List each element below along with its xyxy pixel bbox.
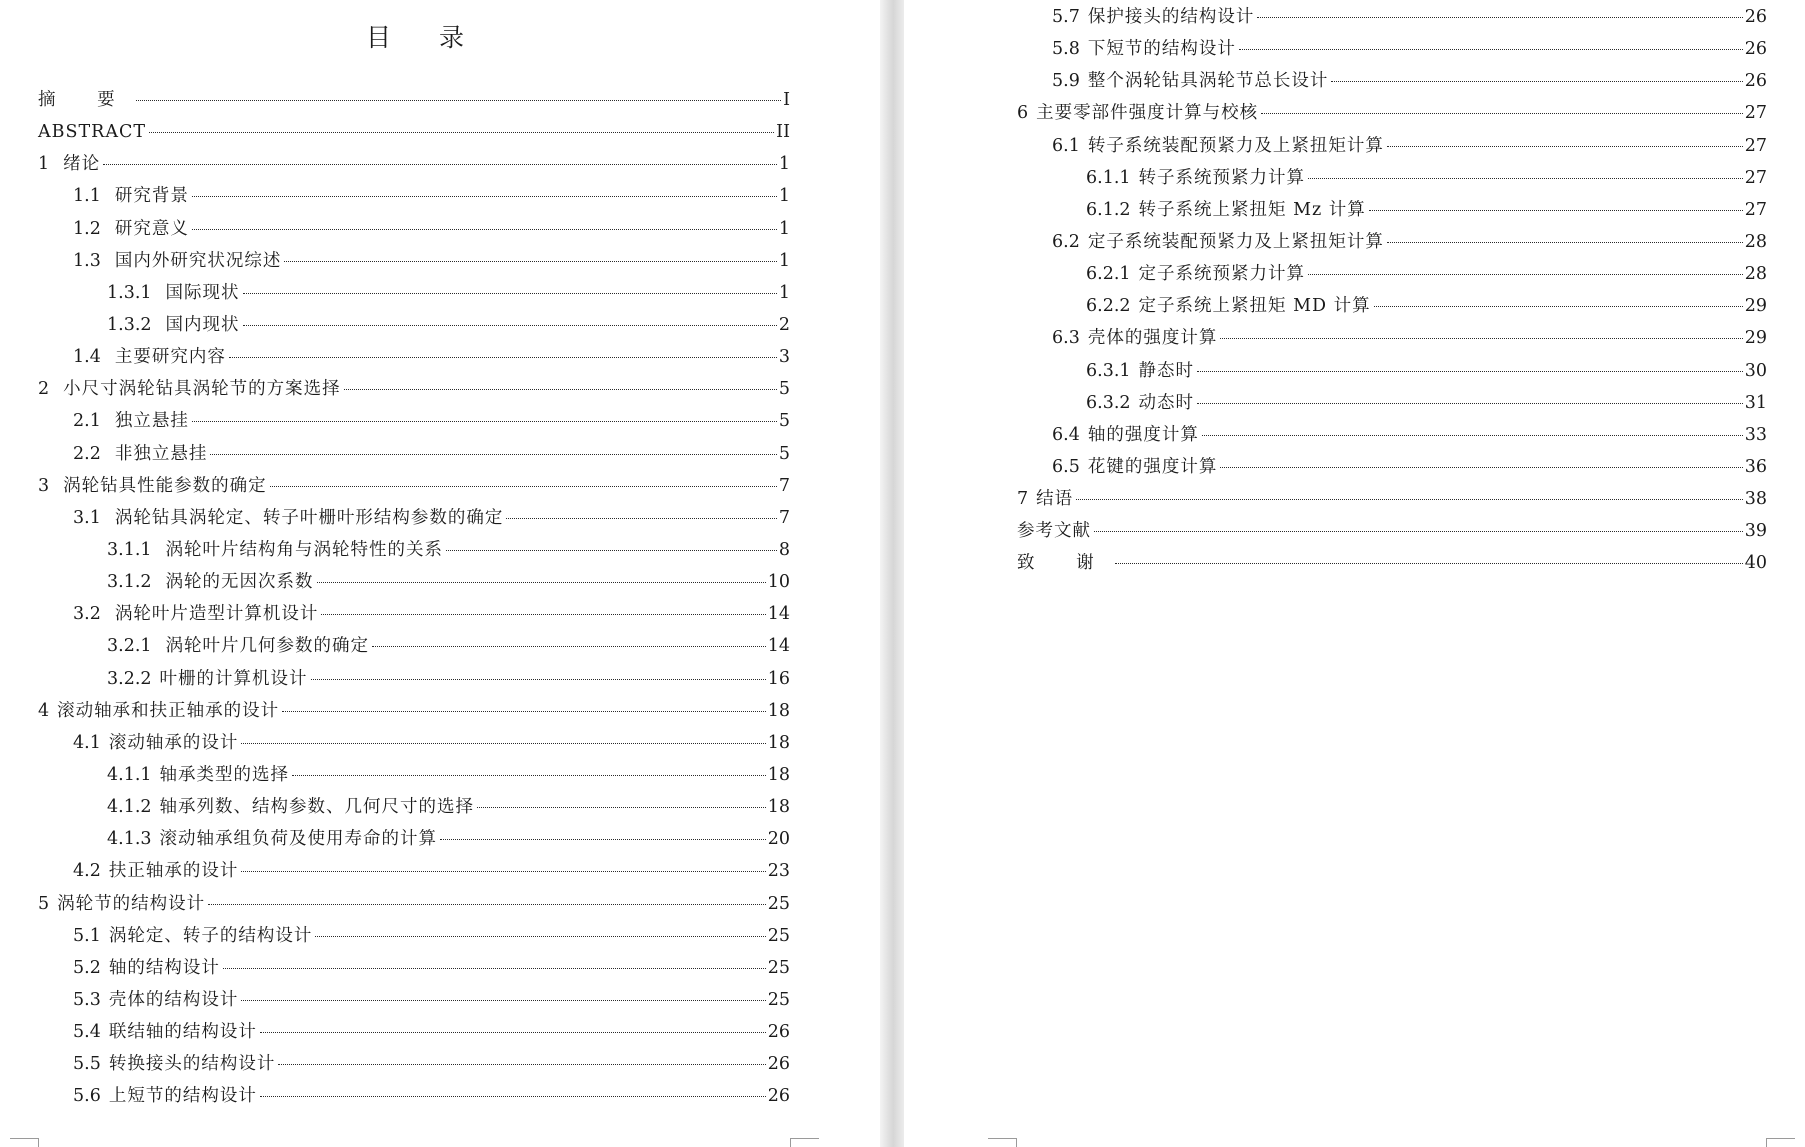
toc-entry-title: 涡轮叶片几何参数的确定: [165, 636, 370, 657]
toc-entry[interactable]: [38, 920, 790, 952]
toc-dot-leader: [1369, 210, 1743, 211]
toc-entry[interactable]: [1017, 515, 1767, 547]
toc-entry-number: 5.8: [1052, 39, 1080, 60]
toc-entry-title: 动态时: [1138, 392, 1195, 413]
toc-entry[interactable]: [38, 309, 790, 341]
toc-dot-leader: [506, 518, 777, 519]
toc-dot-leader: [278, 1064, 765, 1065]
toc-entry-number: 1.2: [73, 218, 101, 239]
toc-entry[interactable]: [1017, 33, 1767, 65]
toc-page-number: 18: [767, 700, 790, 721]
toc-dot-leader: [208, 904, 766, 905]
toc-page-number: 3: [778, 347, 790, 368]
toc-entry-title: 壳体的强度计算: [1087, 328, 1218, 349]
toc-dot-leader: [260, 1032, 766, 1033]
toc-page-number: II: [776, 122, 790, 143]
toc-entry[interactable]: [38, 791, 790, 823]
toc-entry-title: 滚动轴承的设计: [108, 732, 239, 753]
toc-page-number: 1: [778, 218, 790, 239]
toc-page-number: 14: [767, 604, 790, 625]
toc-entry[interactable]: [38, 405, 790, 437]
toc-entry-title: 涡轮钻具涡轮定、转子叶栅叶形结构参数的确定: [114, 507, 504, 528]
toc-dot-leader: [1115, 563, 1743, 564]
toc-entry[interactable]: [38, 566, 790, 598]
toc-entry[interactable]: [38, 277, 790, 309]
toc-entry-number: 6.5: [1052, 456, 1080, 477]
toc-entry-number: 3.2.2: [107, 668, 152, 689]
toc-entry-number: 3.1.2: [107, 572, 152, 593]
toc-entry[interactable]: [1017, 290, 1767, 322]
toc-entry-number: 6.1.2: [1086, 199, 1131, 220]
toc-page-number: 29: [1744, 328, 1767, 349]
toc-page-number: 30: [1744, 360, 1767, 381]
toc-page-number: 25: [767, 957, 790, 978]
toc-entry-number: 2: [38, 379, 50, 400]
toc-entry-number: 6: [1017, 103, 1029, 124]
toc-entry-title: 定子系统预紧力计算: [1138, 264, 1306, 285]
toc-dot-leader: [1094, 531, 1743, 532]
toc-entry-title: 研究意义: [114, 218, 189, 239]
toc-entry[interactable]: [1017, 322, 1767, 354]
toc-page-number: 23: [767, 861, 790, 882]
toc-page-number: 8: [778, 539, 790, 560]
toc-entry-title: 滚动轴承和扶正轴承的设计: [57, 700, 280, 721]
toc-page-number: 38: [1744, 489, 1767, 510]
toc-entry[interactable]: [1017, 419, 1767, 451]
toc-dot-leader: [1261, 113, 1743, 114]
toc-entry[interactable]: [38, 598, 790, 630]
toc-entry-number: 6.3: [1052, 328, 1080, 349]
toc-entry-number: 6.2.1: [1086, 264, 1131, 285]
toc-page-number: 5: [778, 443, 790, 464]
toc-entry-number: 6.4: [1052, 424, 1080, 445]
toc-entry-number: 2.1: [73, 411, 101, 432]
toc-entry-title: 花键的强度计算: [1087, 456, 1218, 477]
toc-entry-number: 1.4: [73, 347, 101, 368]
toc-dot-leader: [1257, 17, 1742, 18]
toc-page-number: 1: [778, 154, 790, 175]
toc-page-number: 16: [767, 668, 790, 689]
page-gutter: [880, 0, 904, 1147]
toc-page-number: 5: [778, 411, 790, 432]
toc-entry[interactable]: [1017, 451, 1767, 483]
toc-dot-leader: [292, 775, 766, 776]
toc-entry-title: 涡轮定、转子的结构设计: [108, 925, 313, 946]
toc-dot-leader: [1331, 81, 1742, 82]
toc-entry[interactable]: [38, 727, 790, 759]
toc-entry-number: 1.3: [73, 250, 101, 271]
toc-entry-number: 1.3.2: [107, 314, 152, 335]
toc-entry[interactable]: [1017, 1, 1767, 33]
toc-entry[interactable]: [38, 663, 790, 695]
toc-entry-title: 轴的结构设计: [108, 957, 220, 978]
toc-dot-leader: [270, 486, 777, 487]
toc-entry-number: 4.1: [73, 732, 101, 753]
toc-page-number: 7: [778, 507, 790, 528]
toc-entry[interactable]: [38, 438, 790, 470]
toc-dot-leader: [136, 100, 782, 101]
toc-entry[interactable]: [38, 1016, 790, 1048]
toc-entry-number: 4.2: [73, 861, 101, 882]
toc-entry-number: 5.3: [73, 989, 101, 1010]
toc-entry-title: 小尺寸涡轮钻具涡轮节的方案选择: [63, 379, 341, 400]
toc-dot-leader: [223, 968, 766, 969]
toc-page-number: 1: [778, 186, 790, 207]
toc-entry-number: 5.5: [73, 1054, 101, 1075]
toc-entry-number: 5.9: [1052, 71, 1080, 92]
toc-entry-title: 转子系统上紧扭矩 Mz 计算: [1138, 199, 1366, 220]
toc-page-number: 5: [778, 379, 790, 400]
toc-entry-title: 涡轮钻具性能参数的确定: [63, 475, 267, 496]
toc-entry-number: 4: [38, 700, 50, 721]
toc-dot-leader: [229, 357, 777, 358]
toc-entry-title: 致 谢: [1017, 553, 1112, 574]
toc-entry-title: ABSTRACT: [38, 122, 147, 143]
toc-dot-leader: [1308, 274, 1743, 275]
toc-dot-leader: [1387, 242, 1743, 243]
toc-entry-title: 涡轮叶片结构角与涡轮特性的关系: [165, 539, 444, 560]
toc-page-number: 40: [1744, 553, 1767, 574]
toc-entry-title: 叶栅的计算机设计: [159, 668, 308, 689]
toc-entry-title: 国际现状: [165, 282, 240, 303]
toc-dot-leader: [315, 936, 765, 937]
toc-entry[interactable]: [38, 695, 790, 727]
toc-dot-leader: [103, 164, 777, 165]
toc-entry[interactable]: [1017, 547, 1767, 579]
document-page-left: [0, 0, 880, 1147]
toc-entry-number: 5.6: [73, 1086, 101, 1107]
toc-entry-title: 下短节的结构设计: [1087, 39, 1236, 60]
toc-entry[interactable]: [38, 630, 790, 662]
toc-entry[interactable]: [38, 148, 790, 180]
toc-page-number: 25: [767, 925, 790, 946]
page-corner-mark: [10, 1138, 39, 1147]
toc-entry[interactable]: [38, 823, 790, 855]
toc-page-number: 10: [767, 572, 790, 593]
toc-entry[interactable]: [38, 116, 790, 148]
toc-page-number: 1: [778, 250, 790, 271]
toc-entry[interactable]: [1017, 483, 1767, 515]
toc-dot-leader: [1197, 403, 1743, 404]
toc-page-number: 26: [1744, 71, 1767, 92]
toc-entry-number: 7: [1017, 489, 1029, 510]
table-of-contents: [38, 84, 790, 1113]
toc-entry-number: 4.1.3: [107, 829, 152, 850]
toc-entry-number: 6.2.2: [1086, 296, 1131, 317]
toc-entry-number: 2.2: [73, 443, 101, 464]
toc-dot-leader: [317, 582, 766, 583]
toc-entry[interactable]: [38, 213, 790, 245]
toc-page-number: 14: [767, 636, 790, 657]
toc-entry-number: 6.3.2: [1086, 392, 1131, 413]
toc-entry-title: 联结轴的结构设计: [108, 1022, 257, 1043]
toc-entry-title: 扶正轴承的设计: [108, 861, 239, 882]
toc-entry-title: 研究背景: [114, 186, 189, 207]
toc-entry-title: 国内现状: [165, 314, 240, 335]
toc-dot-leader: [241, 871, 765, 872]
toc-entry[interactable]: [1017, 130, 1767, 162]
toc-dot-leader: [282, 711, 766, 712]
toc-entry-number: 5.2: [73, 957, 101, 978]
toc-entry-number: 5.7: [1052, 7, 1080, 27]
toc-entry-number: 1.3.1: [107, 282, 152, 303]
toc-entry[interactable]: [1017, 65, 1767, 97]
toc-entry-title: 转子系统装配预紧力及上紧扭矩计算: [1087, 135, 1384, 156]
toc-dot-leader: [1076, 499, 1743, 500]
toc-dot-leader: [192, 196, 777, 197]
toc-page-number: 39: [1744, 521, 1767, 542]
toc-page-number: 26: [767, 1054, 790, 1075]
toc-page-number: 27: [1744, 167, 1767, 188]
toc-dot-leader: [372, 646, 766, 647]
toc-page-number: 18: [767, 797, 790, 818]
toc-entry-title: 轴承类型的选择: [159, 764, 290, 785]
toc-dot-leader: [1197, 371, 1743, 372]
toc-dot-leader: [260, 1096, 766, 1097]
toc-entry-title: 壳体的结构设计: [108, 989, 239, 1010]
toc-page-number: 31: [1744, 392, 1767, 413]
toc-entry[interactable]: [38, 245, 790, 277]
toc-entry[interactable]: [38, 855, 790, 887]
toc-entry[interactable]: [38, 470, 790, 502]
toc-dot-leader: [241, 743, 765, 744]
toc-entry[interactable]: [38, 1080, 790, 1112]
toc-page-number: 33: [1744, 424, 1767, 445]
toc-entry[interactable]: [38, 502, 790, 534]
table-of-contents-continued: [1017, 1, 1767, 580]
toc-entry-title: 涡轮的无因次系数: [165, 572, 314, 593]
toc-page-number: 27: [1744, 199, 1767, 220]
toc-entry-title: 保护接头的结构设计: [1087, 7, 1255, 27]
toc-dot-leader: [243, 293, 777, 294]
toc-entry-number: 6.2: [1052, 231, 1080, 252]
toc-entry[interactable]: [1017, 97, 1767, 129]
toc-entry-number: 5.1: [73, 925, 101, 946]
page-corner-mark: [1766, 1138, 1795, 1147]
toc-entry[interactable]: [38, 759, 790, 791]
toc-page-number: I: [783, 90, 790, 110]
toc-dot-leader: [284, 261, 777, 262]
toc-page-number: 20: [767, 829, 790, 850]
toc-entry-number: 1: [38, 154, 50, 175]
toc-entry-title: 非独立悬挂: [114, 443, 208, 464]
toc-entry[interactable]: [38, 341, 790, 373]
toc-page-number: 25: [767, 989, 790, 1010]
toc-dot-leader: [321, 614, 765, 615]
toc-page-number: 7: [778, 475, 790, 496]
toc-entry-number: 1.1: [73, 186, 101, 207]
toc-entry-title: 国内外研究状况综述: [114, 250, 282, 271]
page-corner-mark: [988, 1138, 1017, 1147]
toc-page-number: 26: [767, 1022, 790, 1043]
toc-entry[interactable]: [1017, 194, 1767, 226]
toc-entry-title: 上短节的结构设计: [108, 1086, 257, 1107]
toc-entry-number: 6.1.1: [1086, 167, 1131, 188]
toc-entry-number: 3.1: [73, 507, 101, 528]
toc-entry-number: 3: [38, 475, 50, 496]
toc-dot-leader: [344, 389, 777, 390]
toc-entry[interactable]: [1017, 258, 1767, 290]
toc-dot-leader: [1374, 306, 1743, 307]
toc-entry-number: 6.3.1: [1086, 360, 1131, 381]
toc-page-number: 36: [1744, 456, 1767, 477]
document-page-right: [904, 0, 1805, 1147]
toc-page-number: 1: [778, 282, 790, 303]
toc-dot-leader: [440, 839, 766, 840]
toc-entry-title: 涡轮叶片造型计算机设计: [114, 604, 319, 625]
page-title: 目 录: [366, 23, 484, 52]
toc-entry-title: 转换接头的结构设计: [108, 1054, 276, 1075]
toc-entry-number: 5: [38, 893, 50, 914]
toc-dot-leader: [192, 229, 777, 230]
toc-entry[interactable]: [1017, 162, 1767, 194]
toc-page-number: 27: [1744, 135, 1767, 156]
toc-dot-leader: [1239, 49, 1743, 50]
toc-entry-title: 定子系统上紧扭矩 MD 计算: [1138, 296, 1371, 317]
toc-entry-title: 轴的强度计算: [1087, 424, 1199, 445]
toc-entry-number: 6.1: [1052, 135, 1080, 156]
toc-entry-title: 主要研究内容: [114, 347, 226, 368]
toc-page-number: 26: [767, 1086, 790, 1107]
toc-page-number: 25: [767, 893, 790, 914]
toc-dot-leader: [446, 550, 777, 551]
toc-entry-title: 滚动轴承组负荷及使用寿命的计算: [159, 829, 438, 850]
toc-entry-title: 主要零部件强度计算与校核: [1036, 103, 1259, 124]
toc-dot-leader: [477, 807, 766, 808]
toc-dot-leader: [192, 421, 777, 422]
page-corner-mark: [790, 1138, 819, 1147]
toc-entry-title: 摘 要: [38, 90, 133, 110]
toc-page-number: 29: [1744, 296, 1767, 317]
toc-entry-title: 整个涡轮钻具涡轮节总长设计: [1087, 71, 1329, 92]
toc-dot-leader: [1220, 338, 1742, 339]
toc-entry[interactable]: [38, 180, 790, 212]
toc-entry[interactable]: [1017, 387, 1767, 419]
toc-entry-title: 涡轮节的结构设计: [57, 893, 206, 914]
toc-entry-title: 定子系统装配预紧力及上紧扭矩计算: [1087, 231, 1384, 252]
toc-entry[interactable]: [38, 84, 790, 116]
toc-page-number: 27: [1744, 103, 1767, 124]
toc-entry-number: 3.2.1: [107, 636, 152, 657]
toc-entry[interactable]: [1017, 355, 1767, 387]
toc-entry-number: 4.1.1: [107, 764, 152, 785]
toc-entry[interactable]: [38, 888, 790, 920]
toc-entry[interactable]: [38, 534, 790, 566]
toc-entry-title: 绪论: [63, 154, 101, 175]
toc-entry-number: 4.1.2: [107, 797, 152, 818]
toc-dot-leader: [1202, 435, 1743, 436]
toc-entry[interactable]: [1017, 226, 1767, 258]
toc-entry-title: 参考文献: [1017, 521, 1091, 542]
toc-entry-title: 结语: [1036, 489, 1074, 510]
toc-entry-number: 3.1.1: [107, 539, 152, 560]
toc-entry-title: 静态时: [1138, 360, 1195, 381]
toc-entry-title: 转子系统预紧力计算: [1138, 167, 1306, 188]
toc-entry-number: 5.4: [73, 1022, 101, 1043]
toc-page-number: 18: [767, 732, 790, 753]
toc-entry[interactable]: [38, 1048, 790, 1080]
toc-page-number: 28: [1744, 264, 1767, 285]
toc-dot-leader: [210, 454, 777, 455]
toc-entry-number: 3.2: [73, 604, 101, 625]
toc-entry-title: 独立悬挂: [114, 411, 189, 432]
toc-page-number: 26: [1744, 7, 1767, 27]
toc-dot-leader: [243, 325, 777, 326]
toc-dot-leader: [1220, 467, 1742, 468]
toc-page-number: 18: [767, 764, 790, 785]
toc-entry[interactable]: [38, 952, 790, 984]
toc-dot-leader: [311, 679, 766, 680]
toc-entry[interactable]: [38, 984, 790, 1016]
toc-page-number: 28: [1744, 231, 1767, 252]
toc-dot-leader: [1387, 146, 1743, 147]
toc-page-number: 2: [778, 314, 790, 335]
toc-entry-title: 轴承列数、结构参数、几何尺寸的选择: [159, 797, 475, 818]
toc-dot-leader: [1308, 178, 1743, 179]
toc-dot-leader: [241, 1000, 765, 1001]
toc-entry[interactable]: [38, 373, 790, 405]
toc-dot-leader: [149, 132, 774, 133]
toc-page-number: 26: [1744, 39, 1767, 60]
